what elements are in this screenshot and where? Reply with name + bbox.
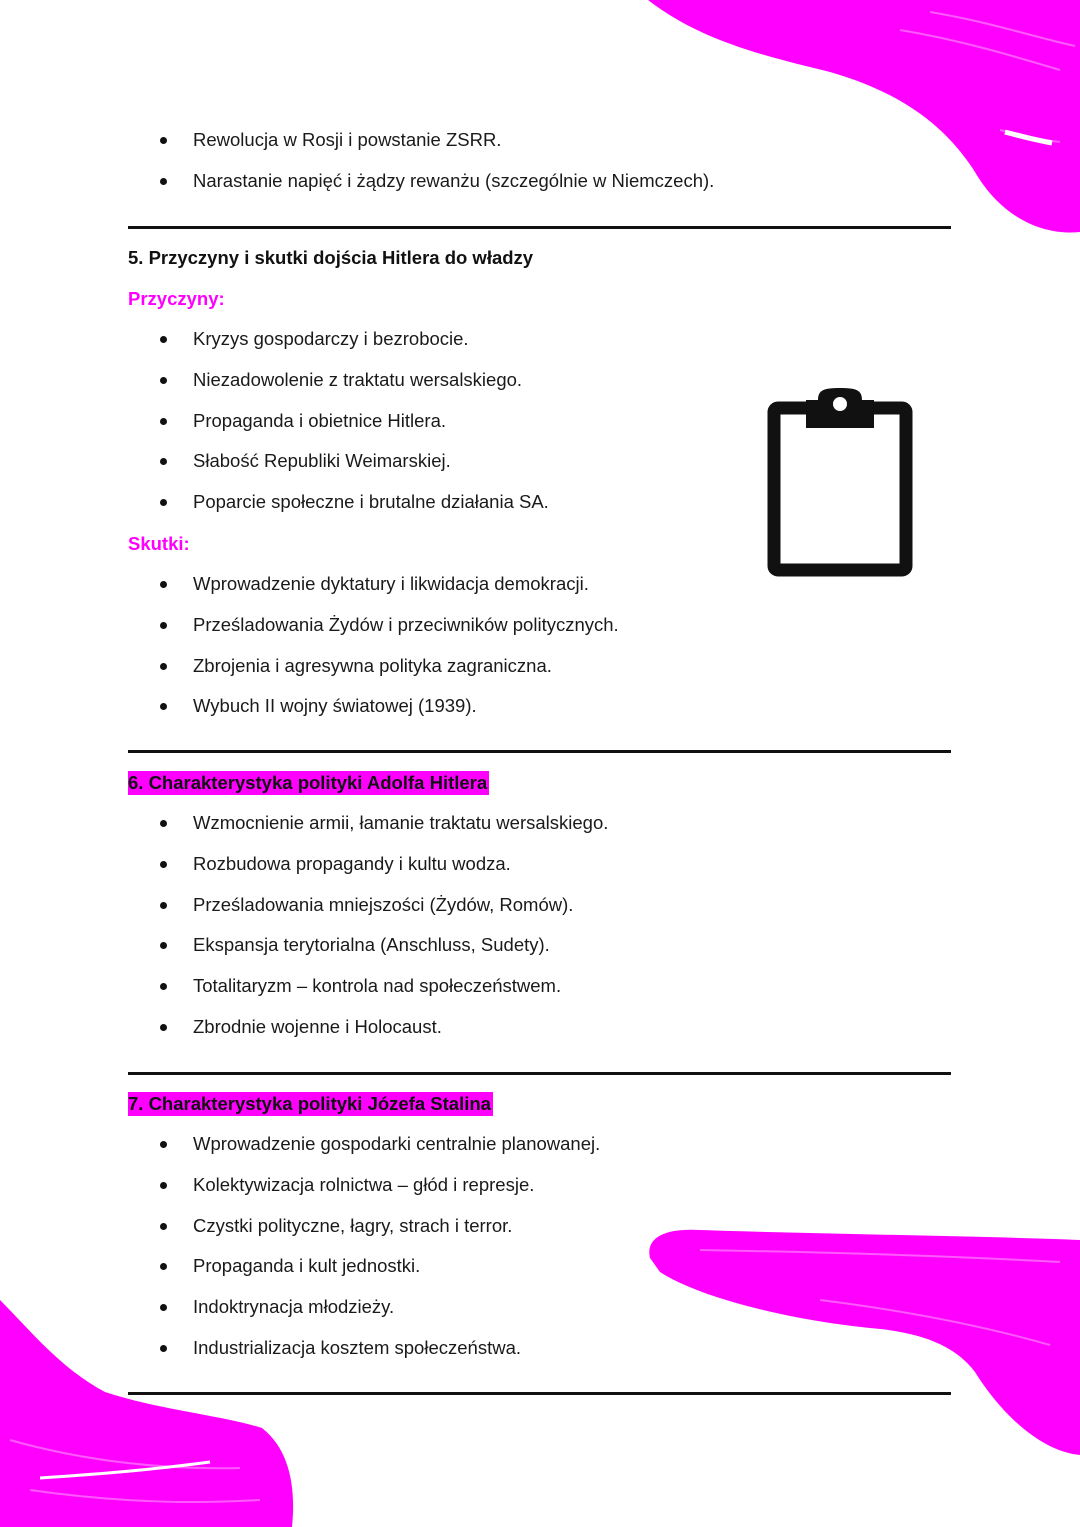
list-item: Industrializacja kosztem społeczeństwa.	[0, 1328, 760, 1369]
section-6-list	[0, 803, 760, 1048]
list-item: Zbrojenia i agresywna polityka zagraniczna.	[0, 646, 760, 687]
list-item: Wybuch II wojny światowej (1939).	[0, 686, 760, 727]
intro-list	[0, 120, 760, 202]
list-item: Prześladowania mniejszości (Żydów, Romów).	[0, 885, 760, 926]
list-item: Poparcie społeczne i brutalne działania SA.	[0, 482, 760, 523]
clipboard-icon	[760, 384, 920, 580]
list-item: Propaganda i obietnice Hitlera.	[0, 401, 760, 442]
list-item: Kolektywizacja rolnictwa – głód i represje.	[0, 1165, 760, 1206]
divider	[128, 1392, 951, 1395]
list-item: Narastanie napięć i żądzy rewanżu (szczególnie w Niemczech).	[0, 161, 760, 202]
list-item: Indoktrynacja młodzieży.	[0, 1287, 760, 1328]
list-item: Niezadowolenie z traktatu wersalskiego.	[0, 360, 760, 401]
divider	[128, 226, 951, 229]
list-item: Wprowadzenie gospodarki centralnie planowanej.	[0, 1124, 760, 1165]
list-item: Prześladowania Żydów i przeciwników politycznych.	[0, 605, 760, 646]
list-item: Czystki polityczne, łagry, strach i terror.	[0, 1206, 760, 1247]
section-7-title: 7. Charakterystyka polityki Józefa Stalina	[128, 1093, 491, 1114]
causes-label: Przyczyny:	[128, 288, 225, 309]
effects-list	[0, 564, 760, 727]
list-item: Propaganda i kult jednostki.	[0, 1246, 760, 1287]
list-item: Zbrodnie wojenne i Holocaust.	[0, 1007, 760, 1048]
list-item: Rewolucja w Rosji i powstanie ZSRR.	[0, 120, 760, 161]
section-7-list	[0, 1124, 760, 1369]
list-item: Ekspansja terytorialna (Anschluss, Sudety).	[0, 925, 760, 966]
list-item: Wprowadzenie dyktatury i likwidacja demokracji.	[0, 564, 760, 605]
list-item: Wzmocnienie armii, łamanie traktatu wersalskiego.	[0, 803, 760, 844]
list-item: Rozbudowa propagandy i kultu wodza.	[0, 844, 760, 885]
section-6-title: 6. Charakterystyka polityki Adolfa Hitlera	[128, 772, 488, 793]
divider	[128, 750, 951, 753]
causes-list	[0, 319, 760, 523]
section-5-title: 5. Przyczyny i skutki dojścia Hitlera do władzy	[128, 247, 534, 268]
effects-label: Skutki:	[128, 533, 190, 554]
list-item: Kryzys gospodarczy i bezrobocie.	[0, 319, 760, 360]
divider	[128, 1072, 951, 1075]
list-item: Totalitaryzm – kontrola nad społeczeństwem.	[0, 966, 760, 1007]
list-item: Słabość Republiki Weimarskiej.	[0, 441, 760, 482]
